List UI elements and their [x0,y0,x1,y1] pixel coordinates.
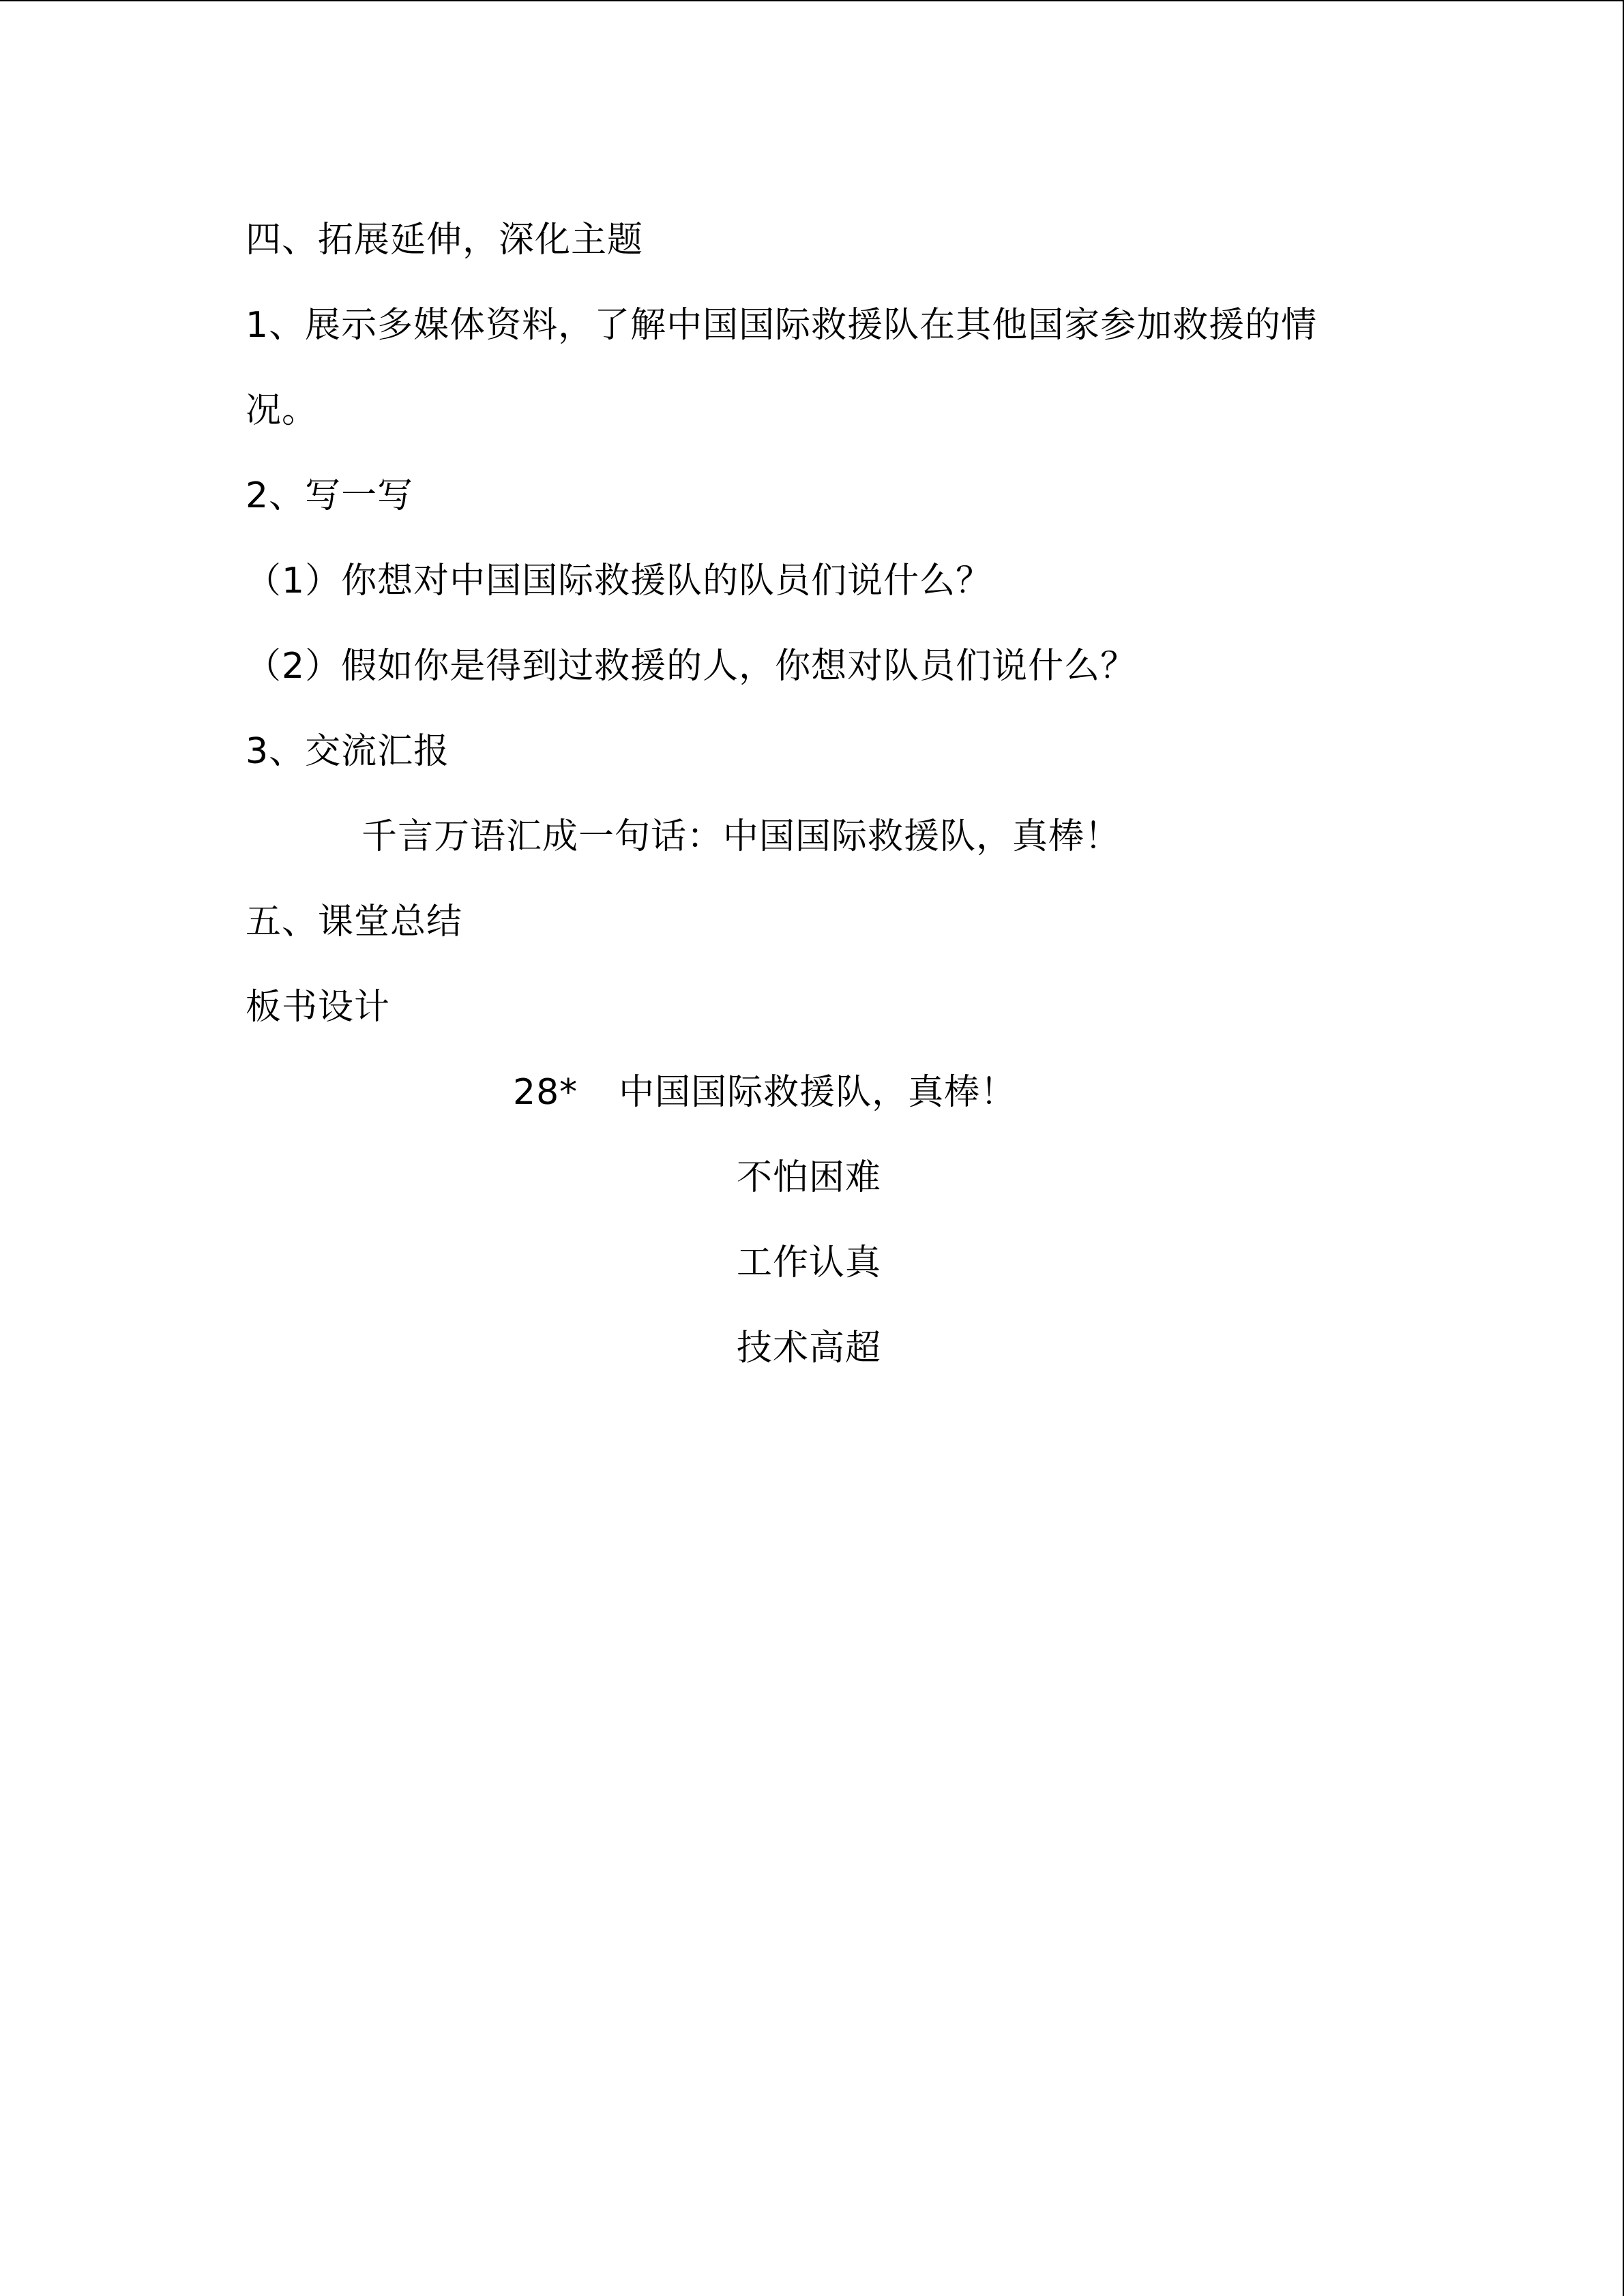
lesson-number: 28* [513,1072,578,1113]
item-3-heading: 3、交流汇报 [246,731,450,772]
board-title-line [513,1071,1016,1114]
board-title: 中国国际救援队，真棒！ [619,1072,1017,1113]
item-1-text: 1、展示多媒体资料，了解中国国际救援队在其他国家参加救援的情 [246,305,1318,346]
item-3-text: 千言万语汇成一句话：中国国际救援队，真棒！ [361,816,1121,857]
board-point-1: 不怕困难 [737,1157,882,1198]
board-design-heading: 板书设计 [246,987,391,1028]
item-2-question-1: （1）你想对中国国际救援队的队员们说什么？ [246,561,992,601]
section-5-heading: 五、课堂总结 [246,901,463,942]
section-4-heading: 四、拓展延伸，深化主题 [246,220,644,260]
item-2-question-2: （2）假如你是得到过救援的人，你想对队员们说什么？ [246,646,1137,687]
item-2-heading: 2、写一写 [246,475,414,516]
item-1-text-continued: 况。 [246,390,319,431]
board-point-3: 技术高超 [737,1328,882,1369]
board-point-2: 工作认真 [737,1242,882,1283]
